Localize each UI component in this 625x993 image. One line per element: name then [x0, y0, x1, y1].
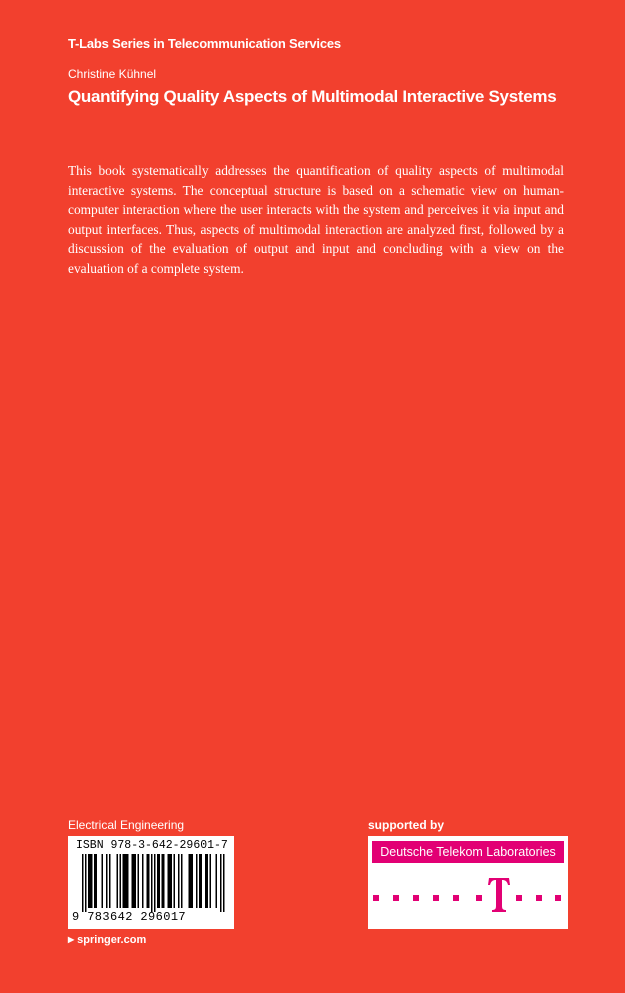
barcode-bar — [178, 854, 180, 908]
barcode-bar — [154, 854, 156, 912]
book-abstract: This book systematically addresses the quantification of quality aspects of multimodal interactive systems. The conceptual structure is based on a schematic view on human-computer interaction where the user interacts with the system and perceives it via input and output interfaces. Thus, aspects of multimodal interaction are analyzed first, followed by a discussion of the evaluation of output and input and concluding with a view on the evaluation of a complete system. — [68, 163, 564, 276]
barcode-bar — [90, 854, 92, 908]
barcode-bar — [169, 854, 171, 908]
barcode-bar — [109, 854, 111, 908]
supported-by-label: supported by — [368, 818, 445, 832]
barcode-bar — [106, 854, 108, 908]
book-title: Quantifying Quality Aspects of Multimodal Interactive Systems — [68, 87, 557, 106]
barcode-bar — [159, 854, 161, 908]
barcode-bar — [135, 854, 137, 908]
barcode-bar — [189, 854, 191, 908]
barcode-bar — [102, 854, 104, 908]
telekom-t-logo-icon — [368, 872, 568, 922]
barcode-bar — [220, 854, 222, 912]
subject-category: Electrical Engineering — [68, 818, 185, 832]
author-name: Christine Kühnel — [68, 67, 157, 81]
barcode-bar — [133, 854, 135, 908]
series-title: T-Labs Series in Telecommunication Services — [68, 36, 341, 51]
barcode-bar — [157, 854, 159, 908]
barcode-bar — [196, 854, 198, 908]
barcode-bar — [82, 854, 84, 912]
barcode-bar — [192, 854, 194, 908]
sponsor-logo — [368, 836, 568, 929]
barcode-bar — [201, 854, 203, 908]
ean-number: 9 783642 296017 — [72, 910, 187, 924]
barcode-bar — [142, 854, 144, 908]
barcode-bar — [210, 854, 212, 908]
barcode-bar — [216, 854, 218, 908]
triangle-right-icon: ▶ — [68, 935, 75, 944]
barcode-bar — [174, 854, 176, 908]
barcode-bar — [151, 854, 153, 912]
barcode-bar — [162, 854, 164, 908]
barcode-bar — [126, 854, 128, 908]
barcode-bar — [199, 854, 201, 908]
barcode-bar — [147, 854, 149, 908]
barcode-bar — [205, 854, 207, 908]
isbn-barcode — [68, 836, 234, 929]
sponsor-name: Deutsche Telekom Laboratories — [372, 841, 564, 863]
springer-link[interactable] — [68, 934, 146, 946]
barcode-bar — [94, 854, 96, 908]
barcode-bar — [132, 854, 134, 908]
barcode-bar — [88, 854, 90, 908]
barcode-bar — [148, 854, 150, 908]
springer-link-label: springer.com — [77, 934, 147, 946]
barcode-icon — [68, 854, 234, 914]
barcode-bar — [124, 854, 126, 908]
barcode-bar — [85, 854, 87, 912]
barcode-bar — [123, 854, 125, 908]
barcode-bar — [171, 854, 173, 908]
barcode-bar — [117, 854, 119, 908]
barcode-bar — [181, 854, 183, 908]
isbn-number: ISBN 978-3-642-29601-7 — [76, 839, 228, 852]
barcode-bar — [96, 854, 98, 908]
barcode-bar — [190, 854, 192, 908]
barcode-bar — [127, 854, 129, 908]
barcode-bar — [223, 854, 225, 912]
barcode-bar — [207, 854, 209, 908]
barcode-bar — [120, 854, 122, 908]
barcode-bar — [138, 854, 140, 908]
barcode-bar — [91, 854, 93, 908]
barcode-bar — [168, 854, 170, 908]
barcode-bar — [163, 854, 165, 908]
